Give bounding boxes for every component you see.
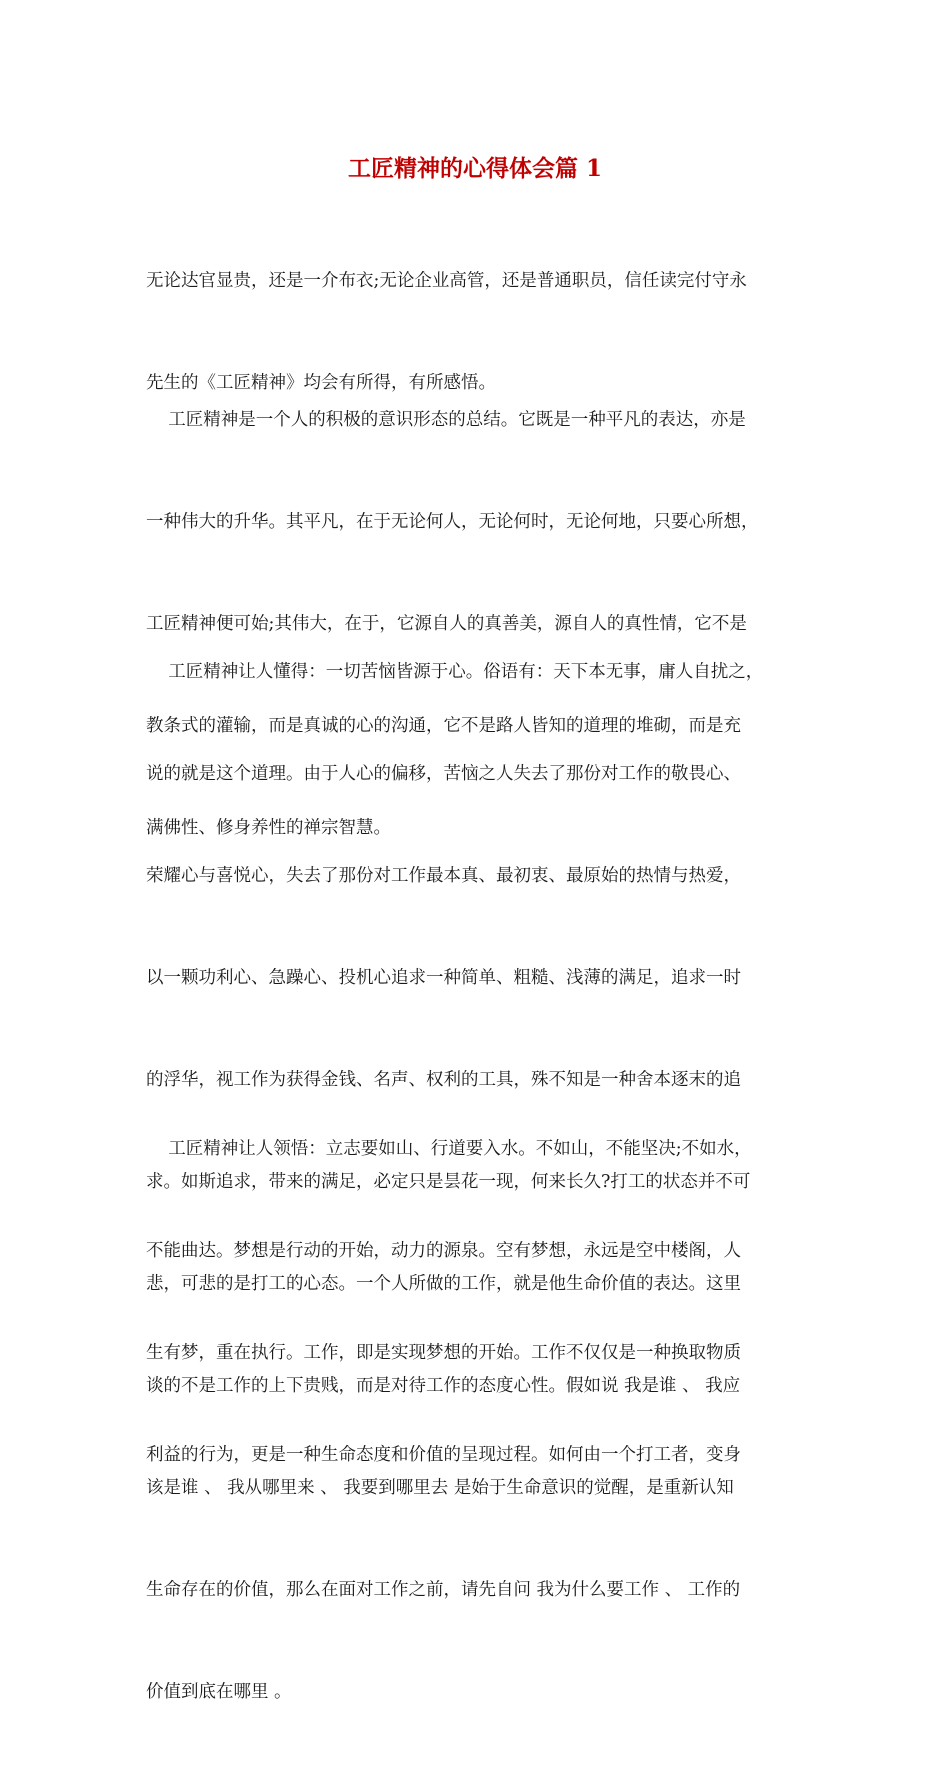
paragraph-line: 说的就是这个道理。由于人心的偏移，苦恼之人失去了那份对工作的敬畏心、	[146, 764, 741, 784]
paragraph-line: 悲，可悲的是打工的心态。一个人所做的工作，就是他生命价值的表达。这里	[146, 1274, 741, 1294]
paragraph-line: 生有梦，重在执行。工作，即是实现梦想的开始。工作不仅仅是一种换取物质	[146, 1343, 741, 1363]
paragraph-line: 一种伟大的升华。其平凡，在于无论何人，无论何时，无论何地，只要心所想，	[146, 512, 759, 532]
paragraph-line: 先生的《工匠精神》均会有所得，有所感悟。	[146, 373, 496, 393]
paragraph-line: 荣耀心与喜悦心，失去了那份对工作最本真、最初衷、最原始的热情与热爱，	[146, 866, 741, 886]
paragraph-line: 以一颗功利心、急躁心、投机心追求一种简单、粗糙、浅薄的满足，追求一时	[146, 968, 741, 988]
paragraph-line: 无论达官显贵，还是一介布衣;无论企业高管，还是普通职员，信任读完付守永	[146, 271, 747, 291]
paragraph-line: 求。如斯追求，带来的满足，必定只是昙花一现，何来长久?打工的状态并不可	[146, 1172, 751, 1192]
paragraph-line: 利益的行为，更是一种生命态度和价值的呈现过程。如何由一个打工者，变身	[146, 1445, 741, 1465]
paragraph-line: 该是谁 、 我从哪里来 、 我要到哪里去 是始于生命意识的觉醒，是重新认知	[146, 1478, 734, 1498]
paragraph-line: 工匠精神让人懂得：一切苦恼皆源于心。俗语有：天下本无事，庸人自扰之，	[146, 662, 764, 682]
paragraph-line: 工匠精神让人领悟：立志要如山、行道要入水。不如山，不能坚决;不如水，	[146, 1139, 752, 1159]
paragraph-line: 不能曲达。梦想是行动的开始，动力的源泉。空有梦想，永远是空中楼阁，人	[146, 1241, 741, 1261]
paragraph-line: 价值到底在哪里 。	[146, 1682, 292, 1702]
paragraph-line: 满佛性、修身养性的禅宗智慧。	[146, 818, 391, 838]
paragraph-line: 工匠精神便可始;其伟大，在于，它源自人的真善美，源自人的真性情，它不是	[146, 614, 747, 634]
paragraph-line: 谈的不是工作的上下贵贱，而是对待工作的态度心性。假如说 我是谁 、 我应	[146, 1376, 741, 1396]
paragraph-line: 教条式的灌输，而是真诚的心的沟通，它不是路人皆知的道理的堆砌，而是充	[146, 716, 741, 736]
paragraph-line: 工匠精神是一个人的积极的意识形态的总结。它既是一种平凡的表达，亦是	[146, 410, 746, 430]
paragraph-4	[146, 1064, 816, 1540]
paragraph-line: 的浮华，视工作为获得金钱、名声、权利的工具，殊不知是一种舍本逐末的追	[146, 1070, 741, 1090]
paragraph-line: 生命存在的价值，那么在面对工作之前，请先自问 我为什么要工作 、 工作的	[146, 1580, 741, 1600]
document-title: 工匠精神的心得体会篇 1	[347, 155, 602, 182]
